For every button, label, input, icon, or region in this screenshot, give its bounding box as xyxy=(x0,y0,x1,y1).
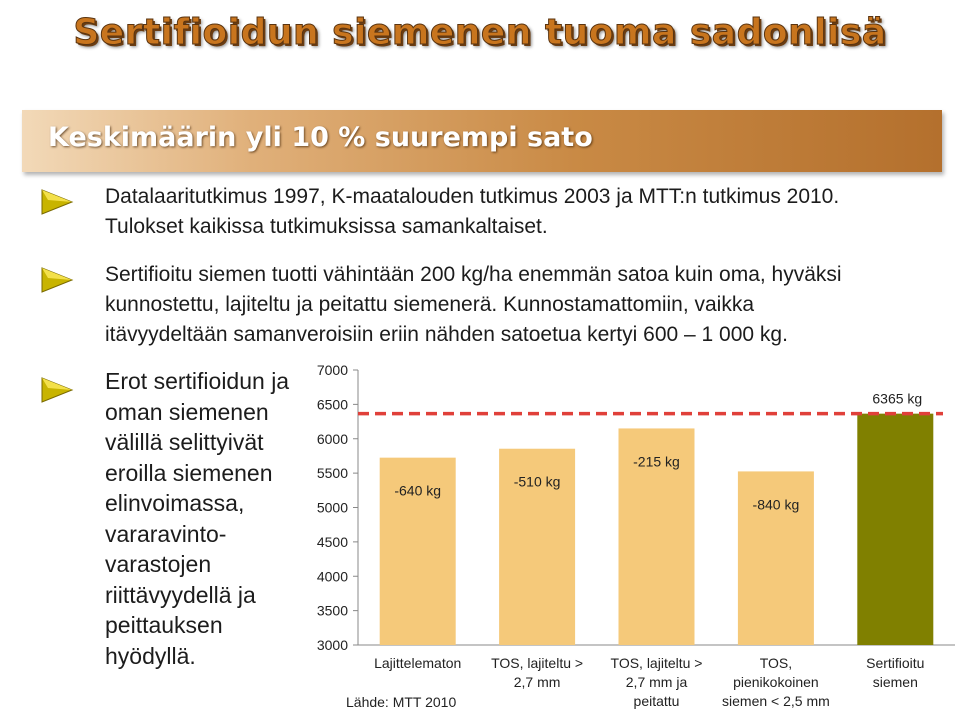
bullet-1-line-1: Datalaaritutkimus 1997, K-maatalouden tutkimus 2003 ja MTT:n tutkimus 2010. xyxy=(105,185,840,208)
bullet-3-line: Erot sertifioidun ja xyxy=(105,368,290,394)
page-title: Sertifioidun siemenen tuoma sadonlisä xyxy=(73,12,887,53)
x-category-label: TOS, lajiteltu > xyxy=(491,655,584,671)
bullet-3-line: vararavinto- xyxy=(105,520,227,547)
y-tick-label: 4500 xyxy=(316,533,348,550)
data-label: 6365 kg xyxy=(872,390,923,407)
x-category-label: peitattu xyxy=(633,693,680,709)
y-tick-label: 4000 xyxy=(316,568,348,585)
bullet-3-line: hyödyllä. xyxy=(105,642,196,669)
bullet-3-line: peittauksen xyxy=(105,612,223,638)
x-category-label: siemen xyxy=(872,674,918,690)
bar xyxy=(857,414,933,645)
y-tick-label: 3000 xyxy=(316,637,348,653)
y-tick-label: 7000 xyxy=(316,362,348,378)
banner-text: Keskimäärin yli 10 % suurempi sato xyxy=(48,122,593,153)
bullet-2-line-2: kunnostettu, lajiteltu ja peitattu siemenerä. Kunnostamattomiin, vaikka xyxy=(105,293,755,316)
bullet-3-line: eroilla siemenen xyxy=(105,459,273,486)
y-tick-label: 5500 xyxy=(316,465,348,482)
x-category-label: TOS, lajiteltu > xyxy=(610,655,703,671)
bullet-3-line: varastojen xyxy=(105,551,212,577)
source-note: Lähde: MTT 2010 xyxy=(346,694,457,710)
bullet-3-line: riittävyydellä ja xyxy=(105,581,256,608)
bullet-3-line: oman siemenen xyxy=(105,398,269,425)
x-category-label: Lajittelematon xyxy=(374,655,462,671)
y-tick-label: 6000 xyxy=(316,430,348,447)
x-category-label: siemen < 2,5 mm xyxy=(722,693,830,709)
data-label: -640 kg xyxy=(394,482,442,499)
data-label: -215 kg xyxy=(633,453,680,470)
data-label: -840 kg xyxy=(752,496,800,513)
y-tick-label: 6500 xyxy=(316,396,348,413)
bullet-2-line-3: itävyydeltään samanveroisiin eriin nähden satoetua kertyi 600 – 1 000 kg. xyxy=(105,323,788,346)
x-category-label: 2,7 mm ja xyxy=(625,674,688,690)
y-tick-label: 3500 xyxy=(316,602,348,619)
y-tick-label: 5000 xyxy=(316,499,348,516)
x-category-label: 2,7 mm xyxy=(513,674,561,690)
bullet-3-line: välillä selittyivät xyxy=(105,429,264,455)
bullet-1-line-2: Tulokset kaikissa tutkimuksissa samankaltaiset. xyxy=(105,215,548,238)
x-category-label: TOS, xyxy=(759,655,793,671)
data-label: -510 kg xyxy=(513,473,561,490)
bullet-2-line-1: Sertifioitu siemen tuotti vähintään 200 kg/ha enemmän satoa kuin oma, hyväksi xyxy=(105,263,842,286)
x-category-label: Sertifioitu xyxy=(866,655,925,671)
x-category-label: pienikokoinen xyxy=(733,674,819,690)
bullet-3-line: elinvoimassa, xyxy=(105,490,245,516)
